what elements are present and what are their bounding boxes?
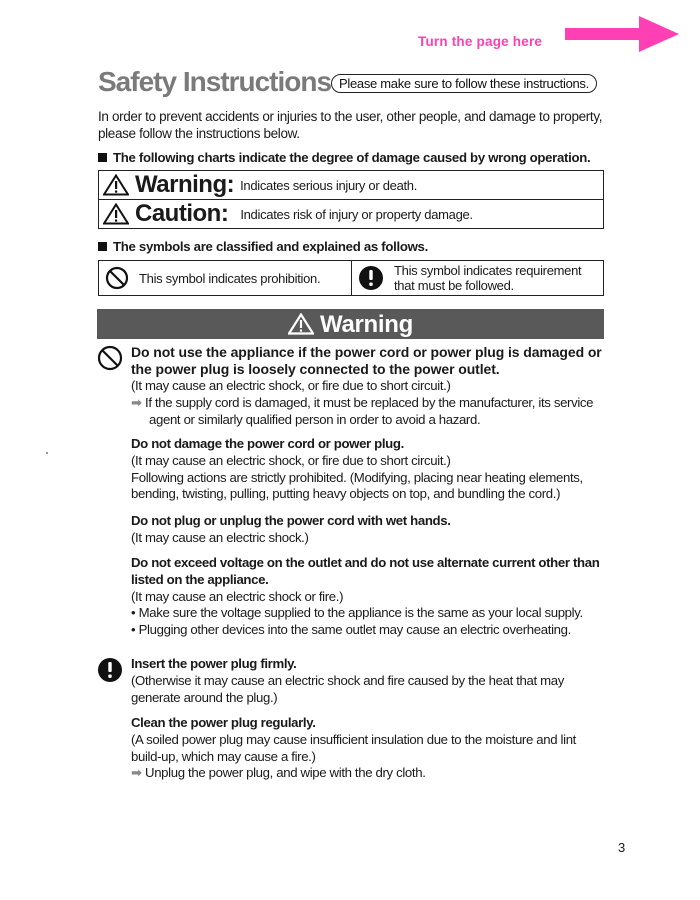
degree-desc-caution: Indicates risk of injury or property damage. xyxy=(240,206,473,222)
warning-triangle-icon xyxy=(288,313,314,335)
turn-page-label: Turn the page here xyxy=(418,34,543,49)
prohibition-item-1 xyxy=(131,344,606,428)
exclamation-icon xyxy=(97,657,123,683)
requirement-item-1 xyxy=(131,656,606,706)
prohibition-item-bullet: • Plugging other devices into the same outlet may cause an electric overheating. xyxy=(131,622,571,638)
prohibition-text: This symbol indicates prohibition. xyxy=(139,270,321,286)
exclamation-icon xyxy=(358,265,384,291)
prohibition-item-note: (It may cause an electric shock or fire.) xyxy=(131,588,344,604)
prohibition-item-3 xyxy=(131,513,606,547)
degree-row-warning xyxy=(99,171,604,200)
turn-page-hint[interactable] xyxy=(418,14,688,54)
intro-text: In order to prevent accidents or injuries to the user, other people, and damage to property, please follow the instructions below. xyxy=(98,109,603,141)
requirement-item-arrow-note: ➡ Unplug the power plug, and wipe with the dry cloth. xyxy=(131,765,426,781)
square-bullet-icon xyxy=(98,153,107,162)
arrow-right-icon: ➡ xyxy=(131,394,146,410)
prohibition-item-2 xyxy=(131,436,606,503)
prohibition-icon xyxy=(97,345,123,371)
prohibition-item-extra: Following actions are strictly prohibited. (Modifying, placing near heating elements, bending, twisting, pulling, putting heavy objects on top, and bundling the cord.) xyxy=(131,469,583,502)
symbol-cell-requirement xyxy=(352,261,604,296)
symbol-cell-prohibition xyxy=(99,261,352,296)
degree-label-caution: Caution: xyxy=(135,200,229,227)
prohibition-item-title: Do not plug or unplug the power cord with wet hands. xyxy=(131,513,451,528)
page-title: Safety Instructions xyxy=(98,66,332,97)
prohibition-item-title: Do not use the appliance if the power cord or power plug is damaged or the power plug is loosely connected to the power outlet. xyxy=(131,344,602,377)
prohibition-item-title: Do not damage the power cord or power plug. xyxy=(131,436,404,451)
prohibition-item-note: (It may cause an electric shock.) xyxy=(131,529,309,545)
symbol-table xyxy=(98,260,604,296)
warning-banner-label: Warning xyxy=(320,311,413,338)
square-bullet-icon xyxy=(98,242,107,251)
prohibition-item-title: Do not exceed voltage on the outlet and do not use alternate current other than listed on the appliance. xyxy=(131,555,600,587)
requirement-item-note: (A soiled power plug may cause insufficient insulation due to the moisture and lint build-up, which may cause a fire.) xyxy=(131,731,576,764)
requirement-item-2 xyxy=(131,715,606,782)
prohibition-icon xyxy=(105,266,129,290)
degree-table xyxy=(98,170,604,229)
degree-desc-warning: Indicates serious injury or death. xyxy=(240,177,418,193)
requirement-item-title: Clean the power plug regularly. xyxy=(131,715,316,730)
prohibition-item-note: (It may cause an electric shock, or fire due to short circuit.) xyxy=(131,452,451,468)
degree-section-heading: The following charts indicate the degree of damage caused by wrong operation. xyxy=(98,150,590,165)
title-note: Please make sure to follow these instructions. xyxy=(331,74,597,93)
requirement-item-note: (Otherwise it may cause an electric shock and fire caused by the heat that may generate around the plug.) xyxy=(131,672,565,705)
prohibition-item-bullet: • Make sure the voltage supplied to the appliance is the same as your local supply. xyxy=(131,605,583,621)
requirement-item-title: Insert the power plug firmly. xyxy=(131,656,297,671)
prohibition-item-4 xyxy=(131,555,606,639)
degree-row-caution xyxy=(99,200,604,229)
warning-banner xyxy=(97,309,604,339)
warning-triangle-icon xyxy=(103,203,129,225)
scan-speck xyxy=(46,452,48,454)
warning-triangle-icon xyxy=(103,174,129,196)
symbol-section-heading: The symbols are classified and explained as follows. xyxy=(98,239,428,254)
prohibition-item-note: (It may cause an electric shock, or fire due to short circuit.) xyxy=(131,378,451,393)
degree-label-warning: Warning: xyxy=(135,171,235,198)
title-row xyxy=(98,66,608,102)
arrow-right-icon xyxy=(565,14,683,54)
page-number: 3 xyxy=(618,840,626,855)
prohibition-item-arrow-note: ➡ If the supply cord is damaged, it must be replaced by the manufacturer, its service agent or similarly qualified person in order to avoid a hazard. xyxy=(131,394,594,427)
requirement-text: This symbol indicates requirement that must be followed. xyxy=(394,263,582,293)
arrow-right-icon: ➡ xyxy=(131,765,146,781)
